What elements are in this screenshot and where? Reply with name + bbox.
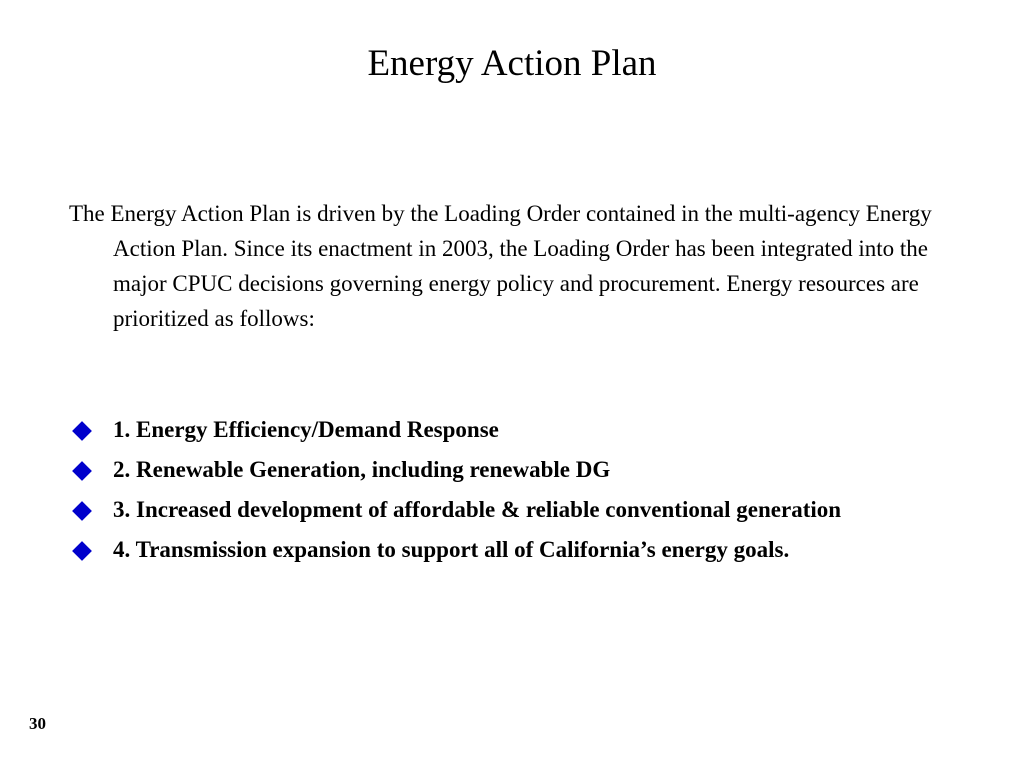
list-item xyxy=(69,532,919,567)
diamond-bullet-icon xyxy=(72,461,92,481)
page-number: 30 xyxy=(29,714,46,733)
list-item-text: 3. Increased development of affordable & reliable conventional generation xyxy=(113,497,842,522)
intro-paragraph: The Energy Action Plan is driven by the Loading Order contained in the multi-agency Energy Action Plan. Since its enactment in 2003, the Loading Order has been integrated into the major CPUC decisions governing energy policy and procurement. Energy resources are prioritized as follows: xyxy=(69,201,932,331)
list-item-text: 2. Renewable Generation, including renewable DG xyxy=(113,457,611,482)
list-item-text: 4. Transmission expansion to support all of California’s energy goals. xyxy=(113,537,790,562)
list-item xyxy=(69,412,919,447)
list-item xyxy=(69,492,919,527)
loading-order-list xyxy=(69,412,919,572)
list-item xyxy=(69,452,919,487)
diamond-bullet-icon xyxy=(72,421,92,441)
diamond-bullet-icon xyxy=(72,501,92,521)
diamond-bullet-icon xyxy=(72,541,92,561)
slide-title: Energy Action Plan xyxy=(367,43,657,84)
list-item-text: 1. Energy Efficiency/Demand Response xyxy=(113,417,499,442)
